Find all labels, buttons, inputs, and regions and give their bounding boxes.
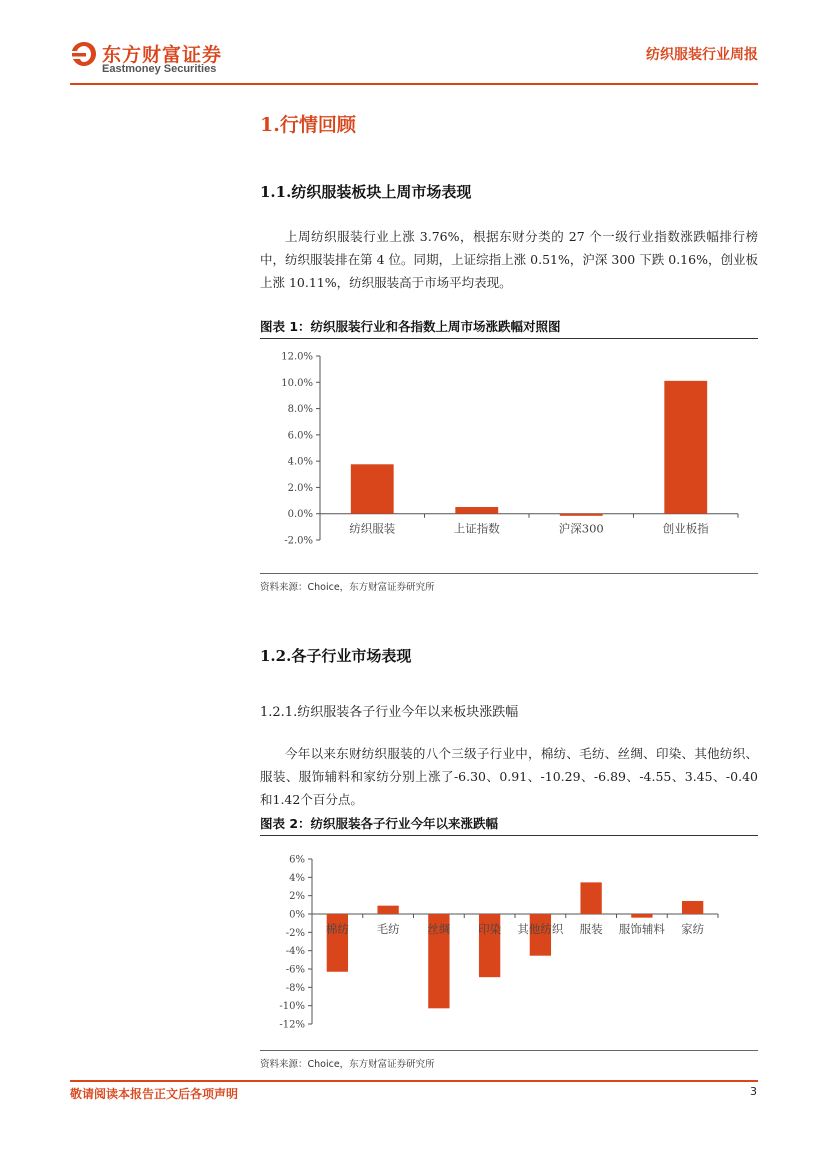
x-category-label: 棉纺 xyxy=(325,922,349,936)
bar-沪深300 xyxy=(560,514,603,516)
section-heading-1: 1.行情回顾 xyxy=(260,114,356,136)
x-category-label: 其他纺织 xyxy=(517,922,564,936)
logo-english-name: Eastmoney Securities xyxy=(102,63,217,75)
figure-1-source: 资料来源：Choice，东方财富证券研究所 xyxy=(260,573,758,593)
figure-2-chart xyxy=(260,842,758,1047)
section-heading-1-1: 1.1.纺织服装板块上周市场表现 xyxy=(260,183,472,201)
x-category-label: 创业板指 xyxy=(662,521,709,536)
y-tick-label: 4.0% xyxy=(287,456,313,468)
report-type: 纺织服装行业周报 xyxy=(646,47,758,63)
y-tick-label: -4% xyxy=(285,946,305,958)
logo-chinese-name: 东方财富证券 xyxy=(102,44,223,66)
figure-1-svg xyxy=(260,342,758,570)
paragraph-subindustry-performance: 今年以来东财纺织服装的八个三级子行业中，棉纺、毛纺、丝绸、印染、其他纺织、服装、服饰辅料和家纺分别上涨了-6.30、0.91、-10.29、-6.89、-4.55、3.45、-0.40和1.42个百分点。 xyxy=(260,746,758,807)
page-number: 3 xyxy=(750,1085,757,1098)
y-tick-label: 2.0% xyxy=(287,482,313,494)
y-tick-label: 0.0% xyxy=(287,509,313,521)
bar-服装 xyxy=(580,882,601,914)
figure-2-title: 图表 2：纺织服装各子行业今年以来涨跌幅 xyxy=(260,814,758,836)
x-category-label: 上证指数 xyxy=(453,521,500,536)
y-tick-label: 6.0% xyxy=(287,430,313,442)
bar-纺织服装 xyxy=(351,464,394,513)
y-tick-label: 10.0% xyxy=(281,377,313,389)
x-category-label: 家纺 xyxy=(681,922,705,936)
bar-服饰辅料 xyxy=(631,914,652,918)
bar-毛纺 xyxy=(377,906,398,914)
y-tick-label: 0% xyxy=(289,909,305,921)
y-tick-label: 8.0% xyxy=(287,404,313,416)
figure-2-svg xyxy=(260,842,758,1047)
footer-divider xyxy=(70,1080,758,1082)
y-tick-label: -10% xyxy=(279,1001,305,1013)
x-category-label: 沪深300 xyxy=(558,521,604,536)
y-tick-label: 6% xyxy=(289,854,305,866)
y-tick-label: -12% xyxy=(279,1019,305,1031)
bar-创业板指 xyxy=(664,381,707,514)
x-category-label: 毛纺 xyxy=(376,922,400,936)
y-tick-label: -2% xyxy=(285,927,305,939)
figure-1-chart xyxy=(260,342,758,570)
y-tick-label: -6% xyxy=(285,964,305,976)
x-category-label: 纺织服装 xyxy=(349,521,396,536)
section-heading-1-2: 1.2.各子行业市场表现 xyxy=(260,647,412,665)
x-category-label: 服饰辅料 xyxy=(618,922,665,936)
y-tick-label: -8% xyxy=(285,982,305,994)
y-tick-label: -2.0% xyxy=(284,535,313,547)
x-category-label: 服装 xyxy=(579,922,603,936)
footer-disclaimer: 敬请阅读本报告正文后各项声明 xyxy=(70,1087,239,1101)
eastmoney-logo-icon xyxy=(70,40,98,68)
bar-上证指数 xyxy=(455,507,498,514)
x-category-label: 丝绸 xyxy=(427,922,451,936)
figure-2-source: 资料来源：Choice，东方财富证券研究所 xyxy=(260,1050,758,1070)
header-divider xyxy=(70,83,758,85)
y-tick-label: 2% xyxy=(289,891,305,903)
paragraph-weekly-performance: 上周纺织服装行业上涨 3.76%，根据东财分类的 27 个一级行业指数涨跌幅排行榜中，纺织服装排在第 4 位。同期，上证综指上涨 0.51%，沪深 300 下跌 0.16%，创业板上涨 10.11%，纺织服装高于市场平均表现。 xyxy=(260,229,758,290)
bar-家纺 xyxy=(682,901,703,914)
x-category-label: 印染 xyxy=(478,922,502,936)
y-tick-label: 12.0% xyxy=(281,351,313,363)
y-tick-label: 4% xyxy=(289,872,305,884)
figure-1-title: 图表 1：纺织服装行业和各指数上周市场涨跌幅对照图 xyxy=(260,317,758,339)
section-heading-1-2-1: 1.2.1.纺织服装各子行业今年以来板块涨跌幅 xyxy=(260,705,519,720)
